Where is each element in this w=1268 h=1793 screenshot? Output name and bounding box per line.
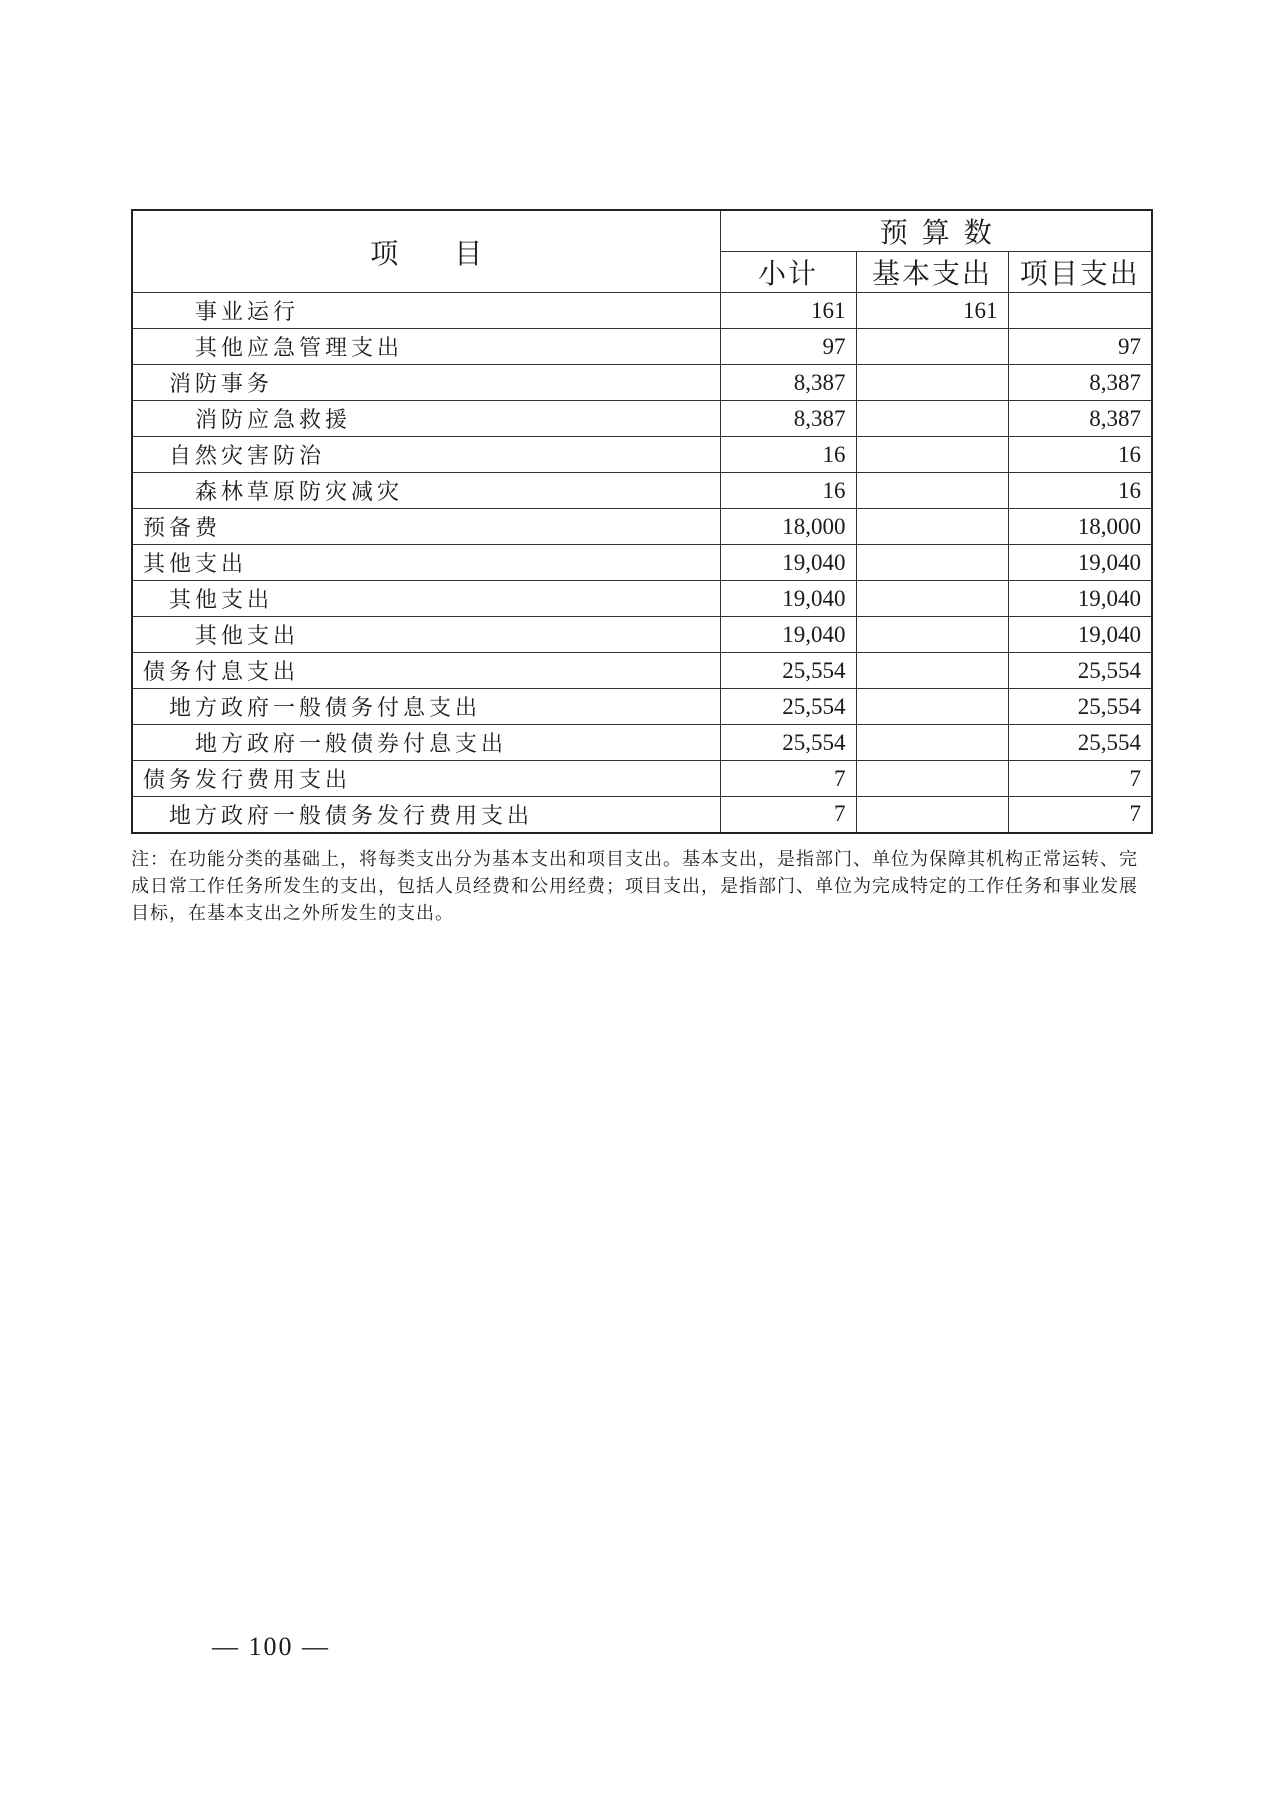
table-row	[132, 689, 1152, 725]
row-item-name: 其他支出	[132, 617, 720, 653]
subtotal-cell: 8,387	[720, 401, 856, 437]
row-item-name: 事业运行	[132, 293, 720, 329]
project-expenditure-cell: 97	[1008, 329, 1152, 365]
basic-expenditure-cell	[856, 797, 1008, 833]
project-expenditure-column-header: 项目支出	[1008, 252, 1152, 293]
page-number: — 100 —	[212, 1632, 330, 1661]
row-item-name: 其他支出	[132, 581, 720, 617]
project-expenditure-cell: 25,554	[1008, 725, 1152, 761]
table-row	[132, 473, 1152, 509]
project-expenditure-cell: 16	[1008, 473, 1152, 509]
row-item-name: 地方政府一般债务发行费用支出	[132, 797, 720, 833]
row-item-name: 消防应急救援	[132, 401, 720, 437]
row-item-name: 债务发行费用支出	[132, 761, 720, 797]
project-expenditure-cell: 18,000	[1008, 509, 1152, 545]
project-expenditure-cell: 7	[1008, 797, 1152, 833]
item-header-char-2: 目	[454, 236, 483, 270]
row-item-name: 森林草原防灾减灾	[132, 473, 720, 509]
subtotal-cell: 8,387	[720, 365, 856, 401]
basic-expenditure-cell	[856, 689, 1008, 725]
basic-expenditure-cell	[856, 473, 1008, 509]
subtotal-cell: 25,554	[720, 725, 856, 761]
basic-expenditure-cell	[856, 365, 1008, 401]
project-expenditure-cell: 7	[1008, 761, 1152, 797]
row-item-name: 地方政府一般债券付息支出	[132, 725, 720, 761]
budget-table	[131, 209, 1153, 834]
item-header-char-1: 项	[370, 236, 399, 270]
table-row	[132, 365, 1152, 401]
row-item-name: 债务付息支出	[132, 653, 720, 689]
subtotal-cell: 25,554	[720, 653, 856, 689]
project-expenditure-cell: 8,387	[1008, 365, 1152, 401]
project-expenditure-cell: 19,040	[1008, 617, 1152, 653]
project-expenditure-cell: 25,554	[1008, 653, 1152, 689]
row-item-name: 其他支出	[132, 545, 720, 581]
project-expenditure-cell: 19,040	[1008, 545, 1152, 581]
table-footnote: 注：在功能分类的基础上，将每类支出分为基本支出和项目支出。基本支出，是指部门、单位为保障其机构正常运转、完成日常工作任务所发生的支出，包括人员经费和公用经费；项目支出，是指部门、单位为完成特定的工作任务和事业发展目标，在基本支出之外所发生的支出。	[131, 849, 1138, 924]
basic-expenditure-cell	[856, 761, 1008, 797]
basic-expenditure-cell	[856, 653, 1008, 689]
table-row	[132, 293, 1152, 329]
table-header	[132, 210, 1152, 293]
table-row	[132, 545, 1152, 581]
project-expenditure-cell: 16	[1008, 437, 1152, 473]
subtotal-cell: 25,554	[720, 689, 856, 725]
basic-expenditure-cell	[856, 329, 1008, 365]
item-column-header	[132, 210, 720, 293]
table-row	[132, 617, 1152, 653]
table-row	[132, 797, 1152, 833]
subtotal-cell: 19,040	[720, 545, 856, 581]
row-item-name: 自然灾害防治	[132, 437, 720, 473]
subtotal-cell: 16	[720, 473, 856, 509]
table-row	[132, 761, 1152, 797]
table-row	[132, 329, 1152, 365]
basic-expenditure-cell	[856, 401, 1008, 437]
project-expenditure-cell: 8,387	[1008, 401, 1152, 437]
project-expenditure-cell: 19,040	[1008, 581, 1152, 617]
subtotal-column-header: 小计	[720, 252, 856, 293]
basic-expenditure-cell: 161	[856, 293, 1008, 329]
table-row	[132, 725, 1152, 761]
basic-expenditure-cell	[856, 581, 1008, 617]
subtotal-cell: 161	[720, 293, 856, 329]
basic-expenditure-column-header: 基本支出	[856, 252, 1008, 293]
row-item-name: 预备费	[132, 509, 720, 545]
table-row	[132, 401, 1152, 437]
basic-expenditure-cell	[856, 437, 1008, 473]
subtotal-cell: 19,040	[720, 581, 856, 617]
subtotal-cell: 97	[720, 329, 856, 365]
basic-expenditure-cell	[856, 509, 1008, 545]
budget-group-header: 预算数	[720, 210, 1152, 252]
subtotal-cell: 18,000	[720, 509, 856, 545]
subtotal-cell: 7	[720, 761, 856, 797]
table-row	[132, 437, 1152, 473]
subtotal-cell: 16	[720, 437, 856, 473]
subtotal-cell: 7	[720, 797, 856, 833]
table-row	[132, 509, 1152, 545]
row-item-name: 消防事务	[132, 365, 720, 401]
basic-expenditure-cell	[856, 617, 1008, 653]
table-row	[132, 653, 1152, 689]
subtotal-cell: 19,040	[720, 617, 856, 653]
table-body	[132, 293, 1152, 833]
table-row	[132, 581, 1152, 617]
project-expenditure-cell: 25,554	[1008, 689, 1152, 725]
project-expenditure-cell	[1008, 293, 1152, 329]
row-item-name: 地方政府一般债务付息支出	[132, 689, 720, 725]
basic-expenditure-cell	[856, 545, 1008, 581]
row-item-name: 其他应急管理支出	[132, 329, 720, 365]
basic-expenditure-cell	[856, 725, 1008, 761]
